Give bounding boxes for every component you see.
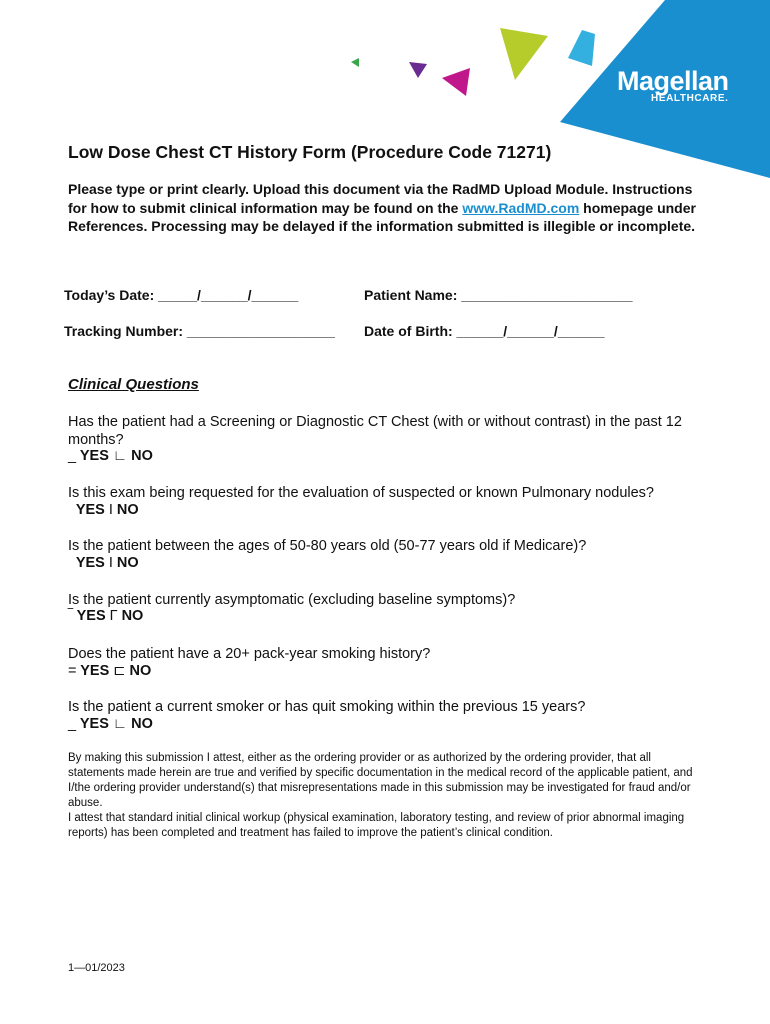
instructions-text-1: Please type or print clearly. Upload this document via the RadMD Upload Module. Instructions for how to submit clinical information may be found on the [68,181,693,216]
question-3: Is the patient between the ages of 50-80 years old (50-77 years old if Medicare)? [68,538,587,554]
no-label: NO [116,502,139,518]
yes-checkbox[interactable] [68,502,72,518]
yes-label: YES [79,448,109,464]
form-title: Low Dose Chest CT History Form (Procedure Code 71271) [68,142,552,162]
yes-checkbox[interactable]: _ [68,716,77,732]
instructions-text-2: homepage under References. Processing may be delayed if the information submitted is illegible or incomplete. [68,199,696,234]
todays-date-field[interactable]: Today’s Date: _____/______/______ [64,287,299,303]
yes-label: YES [75,555,105,571]
question-5: Does the patient have a 20+ pack-year smoking history? [68,646,431,662]
no-label: NO [131,716,153,732]
date-of-birth-field[interactable]: Date of Birth: ______/______/______ [364,323,605,339]
magenta-triangle [442,68,470,96]
lime-triangle [500,28,548,80]
no-checkbox[interactable]: I [108,555,113,571]
no-checkbox[interactable]: ∟ [112,448,128,464]
section-title: Clinical Questions [68,376,199,393]
question-2: Is this exam being requested for the evaluation of suspected or known Pulmonary nodules? [68,485,654,501]
yes-label: YES [76,608,106,624]
attestation-paragraph-2: I attest that standard initial clinical workup (physical examination, laboratory testing, and review of prior abnormal imaging reports) has been completed and treatment has failed to improve the patient’s clinical condition. [68,812,685,839]
yes-label: YES [75,502,105,518]
cyan-triangle [568,30,595,66]
answer-row-6 [68,716,153,732]
no-label: NO [129,663,152,679]
no-checkbox[interactable]: Г [109,608,118,624]
answer-row-5 [68,663,151,679]
footer-version: 1—01/2023 [68,962,125,974]
radmd-link[interactable]: www.RadMD.com [462,199,580,216]
yes-label: YES [80,663,110,679]
answer-row-4 [68,608,143,624]
question-1: Has the patient had a Screening or Diagnostic CT Chest (with or without contrast) in the past 12 months? [68,414,682,448]
attestation-paragraph-1: By making this submission I attest, either as the ordering provider or as authorized by the ordering provider, that all statements made herein are true and verified by specific documentation in the medical record of the applicable patient, and I/the ordering provider understand(s) that misrepresentations made in this submission may be investigated for fraud and/or abuse. [68,752,693,809]
attestation [68,751,708,841]
yes-label: YES [79,716,109,732]
no-label: NO [116,555,139,571]
yes-checkbox[interactable]: ‾ [68,608,73,624]
no-checkbox[interactable]: ∟ [112,716,128,732]
yes-checkbox[interactable] [68,555,72,571]
no-checkbox[interactable]: I [108,502,113,518]
answer-row-2 [68,502,139,518]
question-4: Is the patient currently asymptomatic (excluding baseline symptoms)? [68,592,516,608]
question-6: Is the patient a current smoker or has quit smoking within the previous 15 years? [68,699,586,715]
no-label: NO [131,448,153,464]
yes-checkbox[interactable]: _ [68,448,77,464]
no-checkbox[interactable]: ⊏ [113,663,126,679]
logo-main-text: Magellan [617,66,729,96]
instructions [68,180,708,236]
green-triangle [351,58,359,67]
logo-sub-text: HEALTHCARE. [651,93,729,104]
yes-checkbox[interactable]: = [68,663,77,679]
answer-row-3 [68,555,139,571]
purple-triangle [409,62,427,78]
answer-row-1 [68,448,153,464]
magellan-logo [617,68,729,104]
tracking-number-field[interactable]: Tracking Number: ___________________ [64,323,335,339]
no-label: NO [121,608,144,624]
patient-name-field[interactable]: Patient Name: ______________________ [364,287,633,303]
